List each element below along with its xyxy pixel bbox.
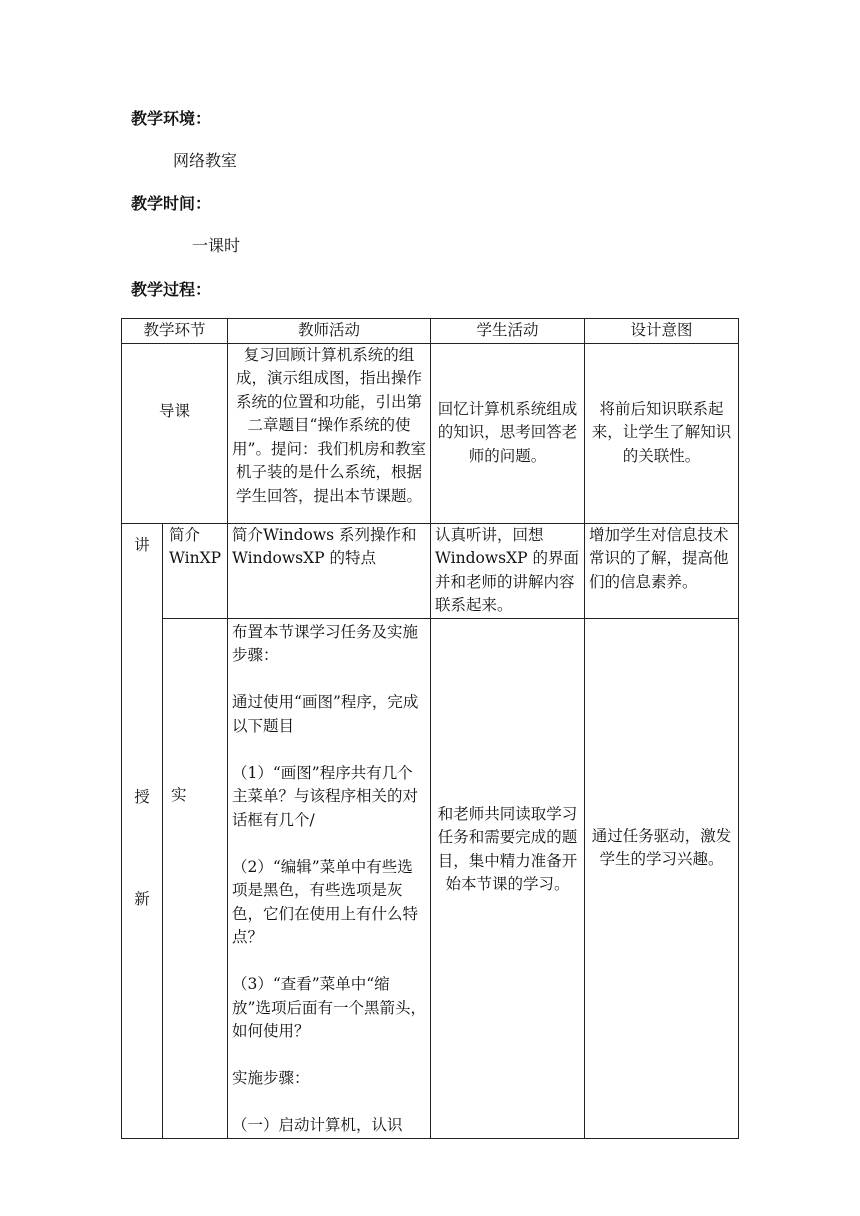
intent-winxp: 增加学生对信息技术常识的了解，提高他们的信息素养。 — [585, 523, 739, 618]
teacher-intro: 复习回顾计算机系统的组成，演示组成图，指出操作系统的位置和功能，引出第二章题目“操作系统的使用”。提问：我们机房和教室机子装的是什么系统，根据学生回答，提出本节课题。 — [228, 343, 431, 523]
teacher-practice-p3: （1）“画图”程序共有几个主菜单？与该程序相关的对话框有几个/ — [232, 763, 419, 829]
sub-winxp-line2: WinXP — [169, 549, 222, 567]
teacher-practice-p2: 通过使用“画图”程序，完成以下题目 — [232, 693, 419, 735]
stage-intro: 导课 — [122, 343, 228, 523]
sub-practice: 实 — [163, 618, 228, 1138]
header-stage: 教学环节 — [122, 319, 228, 344]
intent-intro: 将前后知识联系起来，让学生了解知识的关联性。 — [585, 343, 739, 523]
env-value: 网络教室 — [173, 151, 238, 170]
teacher-winxp: 简介Windows 系列操作和 WindowsXP 的特点 — [228, 523, 431, 618]
group-char-1: 讲 — [134, 535, 150, 554]
group-char-3: 新 — [134, 890, 150, 908]
time-value: 一课时 — [192, 236, 241, 255]
group-teach-new — [122, 523, 163, 1138]
group-char-2: 授 — [134, 787, 150, 806]
env-heading: 教学环境： — [131, 109, 212, 128]
sub-winxp-line1: 简介 — [169, 525, 201, 544]
teacher-practice-p5: （3）“查看”菜单中“缩放”选项后面有一个黑箭头，如何使用？ — [232, 975, 426, 1040]
lesson-table — [121, 318, 739, 1139]
student-winxp: 认真听讲，回想WindowsXP 的界面并和老师的讲解内容联系起来。 — [431, 523, 585, 618]
teacher-practice-p1: 布置本节课学习任务及实施步骤： — [232, 622, 419, 664]
table-header-row — [122, 319, 739, 344]
header-student: 学生活动 — [431, 319, 585, 344]
table-row-intro — [122, 343, 739, 523]
header-teacher: 教师活动 — [228, 319, 431, 344]
intent-practice: 通过任务驱动，激发学生的学习兴趣。 — [585, 618, 739, 1138]
table-row-winxp — [122, 523, 739, 618]
sub-winxp — [163, 523, 228, 618]
student-practice: 和老师共同读取学习任务和需要完成的题目，集中精力准备开始本节课的学习。 — [431, 618, 585, 1138]
teacher-practice — [228, 618, 431, 1138]
table-row-practice — [122, 618, 739, 1138]
teacher-practice-p6: 实施步骤： — [232, 1069, 310, 1087]
time-heading: 教学时间： — [131, 194, 212, 213]
teacher-practice-p4: （2）“编辑”菜单中有些选项是黑色，有些选项是灰色，它们在使用上有什么特点？ — [232, 857, 419, 946]
process-heading: 教学过程： — [131, 280, 212, 299]
student-intro: 回忆计算机系统组成的知识，思考回答老师的问题。 — [431, 343, 585, 523]
teacher-practice-p7: （一）启动计算机，认识 — [232, 1116, 403, 1134]
header-intent: 设计意图 — [585, 319, 739, 344]
